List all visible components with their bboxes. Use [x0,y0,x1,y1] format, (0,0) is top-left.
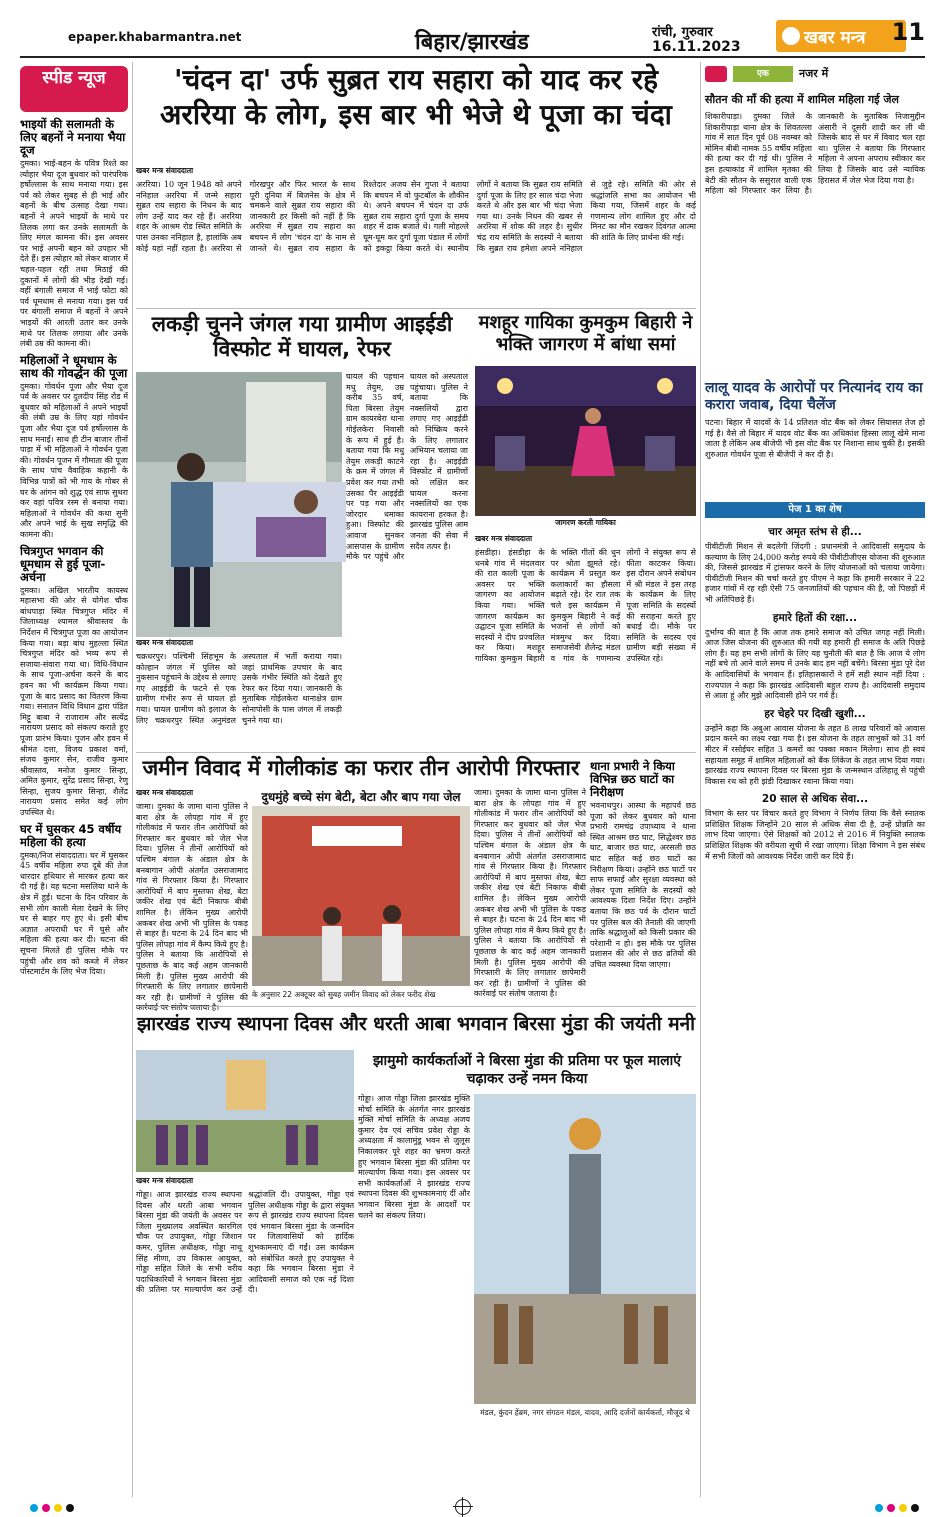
left-story-3-text: दुमका। अखिल भारतीय कायस्थ महासभा की ओर से योगेश चौक बांधपाड़ा स्थित चित्रगुप्त मंदिर में जिलाध्यक्ष श्यामल श्रीवास्तव के निर्देशन में चित्रगुप्त पूजा का आयोजन किया गया। बड़ा बांध मुहल्ला स्थित चित्रगुप्त मंदिर को भव्य रूप से सजाया-संवारा गया था। विधि-विधान के साथ पूजा-अर्चना करने के बाद हवन का भी कार्यक्रम किया गया। पूजा के बाद प्रसाद का वितरण किया गया। सनातन विधि विधान द्वारा पंडित मिट्टू बाबा ने राजाराम और सत्येंद्र नारायण प्रसाद को संकल्प कराते हुए पूजा प्रारंभ किया। पूजन और हवन में श्रीमंत दत्ता, विजय प्रकाश वर्मा, संजय कुमार सेन, राजीव कुमार श्रीवास्तव, मनोज कुमार सिन्हा, अमित कुमार, सुरेंद्र प्रसाद सिन्हा, रेणु सिन्हा, सुजय कुमार सिन्हा, शैलेंद्र नारायण प्रसाद समेत कई लोग उपस्थित थे। [20,585,128,818]
right-story-1-text: शिकारीपाड़ा। दुमका जिले के शिकारीपाड़ा थाना क्षेत्र के शिवतल्ला गांव में सात दिन पूर्व 08 नवम्बर को मोमिन बीबी नामक 55 वर्षीय महिला की हत्या कर दी गई थी। पुलिस ने इस हत्याकांड में शामिल मृतका की बेटी की सौतन के ससुराल वाली एक महिला को गिरफ्तार कर लिया है। जानकारी के मुताबिक निजामुद्दीन अंसारी ने दूसरी शादी कर ली थी जिसके बाद से घर में विवाद चल रहा था। पुलिस ने बताया कि गिरफ्तार महिला ने अपना अपराध स्वीकार कर लिया है जिसके बाद उसे न्यायिक हिरासत में जेल भेज दिया गया है। [705,112,925,196]
continued-stories [705,520,925,1498]
divider [136,1006,696,1007]
hospital-photo [136,372,342,637]
left-story-2-headline[interactable]: महिलाओं ने धूमधाम के साथ की गोवर्द्धन की पूजा [20,352,128,380]
left-column [20,114,128,1499]
cont-sub-3: हर चेहरे पर दिखी खुशी... [764,707,866,720]
story-ied-headline[interactable]: लकड़ी चुनने जंगल गया ग्रामीण आइईडी विस्फोट में घायल, रेफर [151,312,453,361]
cont-text-1: पीवीटीजी मिशन से बदलेगी जिंदगी : प्रधानमंत्री ने आदिवासी समुदाय के कल्याण के लिए 24,000 करोड़ रुपये की पीवीटीजीएस योजना की शुरुआत की, जिससे झारखंड में ट्रांसफर करने के लिए योजनाओं को चलाया जायेगा। पीवीटीजी मिशन की चर्चा करते हुए पीएम ने कहा कि हमारी सरकार ने 22 हजार गांवों में रह रही ऐसी 75 जनजातियों की पहचान की है, जो पिछड़ों में भी अतिपिछड़े हैं। [705,542,925,604]
brand-logo [776,20,906,52]
singer-photo [475,366,696,516]
cyan-mark-icon [30,1504,38,1512]
black-mark-icon [911,1504,919,1512]
birsa-story-1 [136,1176,354,1498]
ek-nazar-tag [705,66,925,82]
cont-text-3: उन्होंने कहा कि अबुआ आवास योजना के तहत 8 लाख परिवारों को आवास प्रदान करने का लक्ष्य रखा गया है। इस योजना के तहत लाभुकों को 31 वर्ग मीटर में रसोईघर सहित 3 कमरों का पक्का मकान मिलेगा। साथ ही स्वयं सहायता समूह में शामिल महिलाओं को बैंक लिंकेज के तहत लाभ दिया गया। झारखंड राज्य स्थापना दिवस पर बिरसा मुंडा के जन्मस्थान उलिहातू से पहुंची विकास रथ को हरी झंडी दिखाकर रवाना किया गया। [705,723,925,786]
collectorate-photo [136,1050,354,1172]
tag-nazar: नजर में [799,67,829,80]
cont-sub-1: चार अमृत स्तंभ से ही... [768,526,862,538]
right-story-2-headline[interactable]: लालू यादव के आरोपों पर नित्यानंद राय का करारा जवाब, दिया चैलेंज [705,380,923,413]
yellow-mark-icon [899,1504,907,1512]
lead-headline[interactable]: 'चंदन दा' उर्फ सुब्रत राय सहारा को याद कर रहे अररिया के लोग, इस बार भी भेजे थे पूजा का चंदा [160,63,672,131]
singer-photo-image [475,366,696,516]
birsa-text-1: गोड्डा। आज झारखंड राज्य स्थापना दिवस और धरती आबा भगवान बिरसा मुंडा की जयंती के अवसर पर जिला मुख्यालय अवस्थित कारगिल चौक पर उपायुक्त, गोड्डा जिशान कमर, पुलिस अधीक्षक, गोड्डा नाथू सिंह मीणा, उप विकास आयुक्त, गोड्डा सहित जिले के सभी वरीय पदाधिकारियों ने भगवान बिरसा मुंडा की प्रतिमा पर माल्यार्पण कर उन्हें श्रद्धांजलि दी। उपायुक्त, गोड्डा एवं पुलिस अधीक्षक गोड्डा के द्वारा संयुक्त रूप से झारखंड राज्य स्थापना दिवस एवं भगवान बिरसा मुंडा के जन्मदिन पर जिलावासियों को हार्दिक शुभकामनाएं दी गईं। उस कार्यक्रम को संबोधित करते हुए उपायुक्त ने कहा कि भगवान बिरसा मुंडा ने आदिवासी समाज को एक नई दिशा दी। [136,1190,354,1295]
right-story-2-text: पटना। बिहार में यादवों के 14 प्रतिशत वोट बैंक को लेकर सियासत तेज हो गई है। वैसे तो बिहार में यादव वोट बैंक का अधिकांश हिस्सा लालू खेमे माना जाता है लेकिन अब बीजेपी भी इस वोट बैंक पर निशाना साध चुकी है। इसकी शुरुआत गोवर्धन पूजा से बीजेपी ने कर दी है। [705,418,925,459]
divider [136,308,696,309]
birsa-subheadline[interactable]: झामुमो कार्यकर्ताओं ने बिरसा मुंडा की प्रतिमा पर फूल मालाएं चढ़ाकर उन्हें नमन किया [372,1053,682,1087]
brand-name: खबर मन्त्र [804,28,866,48]
story-ied-left [136,638,342,748]
birsa-text-2: गोड्डा। आज गोड्डा जिला झारखंड मुक्ति मोर्चा समिति के अंतर्गत नगर झारखंड मुक्ति मोर्चा समिति के अध्यक्ष अजय कुमार देव एवं सचिव प्रवेश रोड्डा के अध्यक्षता में कालामुंडू भवन से जुलूस निकालकर पूरे शहर का भ्रमण करते हुए भगवान बिरसा मुंडा की प्रतिमा पर माल्यार्पण किया गया। इस अवसर पर सभी कार्यकर्ताओं ने झारखंड राज्य स्थापना दिवस की शुभकामनाएं दीं और भगवान बिरसा मुंडा के आदर्शों पर चलने का संकल्प लिया। [358,1094,470,1220]
story-singer-headline[interactable]: मशहूर गायिका कुमकुम बिहारी ने भक्ति जागरण में बांधा समां [478,312,693,355]
page-number: 11 [891,18,925,46]
brand-mark-icon [782,27,800,45]
lead-story [136,166,696,306]
yellow-mark-icon [54,1504,62,1512]
story-shooting-text: जामा। दुमका के जामा थाना पुलिस ने बारा क्षेत्र के लोपहा गांव में हुए गोलीकांड में फरार तीन आरोपियों को गिरफ्तार कर बुधवार को जेल भेज दिया। पुलिस ने तीनों आरोपियों को पश्चिम बंगाल के अंडाल क्षेत्र के बनबागान ओपी अंतर्गत उसराजामाद गांव से गिरफ्तार किया है। गिरफ्तार आरोपियों में बाप मुस्तफा शेख, बेटा जकीर शेख एवं बेटी निकाफ बीबी शामिल है। लेकिन मुख्य आरोपी अकबर शेख अभी भी पुलिस के पकड़ से बाहर है। घटना के 24 दिन बाद भी पुलिस लोपहा गांव में कैम्प किये हुए है। पुलिस ने बताया कि आरोपियों से पूछताछ के बाद कई अहम जानकारी मिली है। पुलिस मुख्य आरोपी की गिरफ्तारी के लिए लगातार छापेमारी कर रही है। ग्रामीणों ने पुलिस की कार्रवाई पर संतोष जताया है। [136,802,248,1013]
magenta-mark-icon [887,1504,895,1512]
column-divider [700,62,701,1497]
tag-ek: एक [733,66,793,82]
issue-date: 16.11.2023 [652,39,741,55]
story-shooting-byline: खबर मन्त्र संवाददाता [136,788,194,797]
right-story-1-headline[interactable]: सौतन की माँ की हत्या में शामिल महिला गई जेल [705,93,899,106]
left-story-4-text: दुमका/निज संवाददाता। घर में घुसकर 45 वर्षीय महिला रुपा दूबे की तेज धारदार हथियार से मारकर हत्या कर दी गई है। यह घटना मसलिया थाने के क्षेत्र में हुई। घटना के दिन परिवार के सभी लोग काली मेला देखने के लिए घर से बाहर गए हुए थे। इसी बीच अज्ञात अपराधी घर में घुसे और महिला की हत्या कर दी। घटना की सूचना मिलते ही पुलिस मौके पर पहुंची और शव को कब्जे में लेकर पोस्टमार्टम के लिए भेज दिया। [20,850,128,977]
story-ied-text-2: घायल की पहचान मधु तेयुम, उम्र करीब 35 वर्ष, पिता बिरसा तेयुम ग्राम कायरबेरा थाना गोईलकेरा निवासी के रूप में हुई है। बताया गया कि मधु तेयुम लकड़ी काटने के क्रम में जंगल में प्रवेश कर गया तभी उसका पैर आइईडी पर पड़ गया और जोरदार धमाका हुआ। विस्फोट की आवाज सुनकर आसपास के ग्रामीण मौके पर पहुंचे और घायल को अस्पताल पहुंचाया। पुलिस ने बताया कि नक्सलियों द्वारा लगाए गए आइईडी को निष्क्रिय करने के लिए लगातार अभियान चलाया जा रहा है। आइईडी विस्फोट में ग्रामीणों को लक्षित कर घायल करना नक्सलियों का एक कायराना हरकत है। झारखंड पुलिस आम जनता की सेवा में सदैव तत्पर है। [346,372,468,562]
right-story-2 [705,418,925,498]
registration-mark-icon [455,1499,471,1515]
story-ied-text-1: चक्रधरपुर। पश्चिमी सिंहभूम के कोल्हान जंगल में पुलिस को नुकसान पहुंचाने के उद्देश्य से लगाए गए आइईडी के फटने से एक ग्रामीण गंभीर रूप से घायल हो गया। घायल ग्रामीण को इलाज के लिए चक्रधरपुर स्थित अनुमंडल अस्पताल में भर्ती कराया गया। जहां प्राथमिक उपचार के बाद उसके गंभीर स्थिति को देखते हुए रेफर कर दिया गया। जानकारी के मुताबिक गोईलकेरा थानाक्षेत्र ग्राम सोनापोसी के पास जंगल में लकड़ी चुनने गया था। [136,652,342,725]
story-singer [475,534,696,750]
left-story-1-text: दुमका। भाई-बहन के पवित्र रिश्ते का त्योहार भैया दूज बुधवार को पारंपरिक हर्षोल्लास के साथ मनाया गया। इस पर्व को लेकर सुबह से ही भाई और बहनों के बीच उत्साह देखा गया। बहनों ने अपने भाइयों के माथे पर तिलक लगा कर उनके सलामती के लिए मंगल कामना की। इस अवसर पर भाई अपनी बहन को उपहार भी देते हैं। इस त्योहार को लेकर बाजार में चहल-पहल रही तथा मिठाई की दुकानों में लोगों की भीड़ देखी गई। वहीं बंगाली समाज में भाई फोटा को पर्व धूमधाम से मनाया गया। इस पर्व पर बंगाली समाज में बहनों ने अपने भाइयों की आरती उतार कर उनके माथे पर तिलक लगाया और उनके लंबी उम्र की कामना की। [20,159,128,349]
continued-label: पेज 1 का शेष [705,502,925,518]
birsa-story-2 [358,1094,470,1498]
left-story-3-headline[interactable]: चित्रगुप्त भगवान की धूमधाम से हुई पूजा-अर्चना [20,543,106,584]
cyan-mark-icon [875,1504,883,1512]
lead-text: अररिया। 10 जून 1948 को अपने ननिहाल अररिया में जन्मे सहारा सुब्रत राय सहारा के निधन के बाद लोग उन्हें याद कर रहे हैं। अररिया शहर के आश्रम रोड स्थित समिति के पास उनका ननिहाल है, हालांकि अब कोई यहां नहीं रहता है। अररिया से गोरखपुर और फिर भारत के साथ पूरी दुनिया में बिजनेस के क्षेत्र में चमकने वाले सुब्रत राय सहारा की जानकारी हर किसी को नहीं है कि अररिया में सुब्रत राय सहारा का बचपन में लोग 'चंदन दा' के नाम से जानते थे। सुब्रत राय सहारा के रिश्तेदार अजय सेन गुप्ता ने बताया कि बचपन में वो फुटबॉल के शौकीन थे। अपने बचपन में चंदन दा उर्फ सुब्रत राय सहारा दुर्गा पूजा के समय शहर में ढाक बजाते थे। गली मोहल्ले घूम-घूम कर दुर्गा पूजा पंडाल में लोगों को इकट्ठा किया करते थे। स्थानीय लोगों ने बताया कि सुब्रत राय समिति दुर्गा पूजा के लिए हर साल चंदा भेजा करते थे और इस बार भी चंदा भेजा गया था। उनके निधन की खबर से अररिया में शोक की लहर है। सुधीर चंद्र राय समिति के सदस्यों ने बताया कि सुब्रत राय हमेशा अपने ननिहाल से जुड़े रहे। समिति की ओर से श्रद्धांजलि सभा का आयोजन भी किया गया, जिसमें शहर के कई गणमान्य लोग शामिल हुए और दो मिनट का मौन रखकर दिवंगत आत्मा की शांति के लिए प्रार्थना की गई। [136,180,696,253]
birsa-headline[interactable]: झारखंड राज्य स्थापना दिवस और धरती आबा भगवान बिरसा मुंडा की जयंती मनी [136,1013,696,1035]
left-story-1-headline[interactable]: भाइयों की सलामती के लिए बहनों ने मनाया भैया दूज [20,117,126,157]
lead-byline: खबर मन्त्र संवाददाता [136,166,194,175]
story-shooting-text-cont: जामा। दुमका के जामा थाना पुलिस ने बारा क्षेत्र के लोपहा गांव में हुए गोलीकांड में फरार तीन आरोपियों को गिरफ्तार कर बुधवार को जेल भेज दिया। पुलिस ने तीनों आरोपियों को पश्चिम बंगाल के अंडाल क्षेत्र के बनबागान ओपी अंतर्गत उसराजामाद गांव से गिरफ्तार किया है। गिरफ्तार आरोपियों में बाप मुस्तफा शेख, बेटा जकीर शेख एवं बेटी निकाफ बीबी शामिल है। लेकिन मुख्य आरोपी अकबर शेख अभी भी पुलिस के पकड़ से बाहर है। घटना के 24 दिन बाद भी पुलिस लोपहा गांव में कैम्प किये हुए है। पुलिस ने बताया कि आरोपियों से पूछताछ के बाद कई अहम जानकारी मिली है। पुलिस मुख्य आरोपी की गिरफ्तारी के लिए लगातार छापेमारी कर रही है। ग्रामीणों ने पुलिस की कार्रवाई पर संतोष जताया है। [474,788,586,999]
cont-text-2: दुर्भाग्य की बात है कि आज तक हमारे समाज को उचित जगह नहीं मिली। आज जिस योजना की शुरुआत की गयी वह हमारी ही समाज के अति पिछड़े लोग हैं। यह हम सभी लोगों के लिए यह चुनौती की बात है कि आज ये लोग नहीं बचे तो आने वाले समय में उनके बाद हम नहीं बचेंगे। बिरसा मुंडा पूरे देश के आदिवासियों के भगवान हैं। इतिहासकारों ने हमें सही स्थान नहीं दिया : राज्यपाल ने कहा कि झारखंड आदिवासी बहुल राज्य है। आदिवासी समुदाय से आता हूं और मुझे आदिवासी होने पर गर्व है। [705,627,925,701]
story-singer-byline: खबर मन्त्र संवाददाता [475,534,533,543]
story-chhath-headline[interactable]: थाना प्रभारी ने किया विभिन्न छठ घाटों का निरीक्षण [590,759,675,799]
story-shooting-headline[interactable]: जमीन विवाद में गोलीकांड का फरार तीन आरोपी गिरफ्तार [142,756,580,780]
story-ied-byline: खबर मन्त्र संवाददाता [136,638,194,647]
column-divider [132,62,133,1497]
story-shooting-left [136,788,248,1013]
magenta-mark-icon [42,1504,50,1512]
tag-pill-icon [705,66,727,82]
collectorate-photo-image [136,1050,354,1172]
birsa-byline: खबर मन्त्र संवाददाता [136,1176,194,1185]
left-story-2-text: दुमका। गोवर्धन पूजा और भैया दूज पर्व के अवसर पर दुलदीप सिंह रोड में बुधवार को महिलाओं ने अपने भाइयों की लंबी उम्र के लिए यहां गोवर्धन पूजा और भैया दूज पर्व हर्षोल्लास के साथ मनाई। साथ ही टीन बाजार तीनों पाड़ा में भी महिलाओं ने गोवर्धन पूजा की। गोवर्धन पूजन में गौमाता की पूजा के साथ पांच वैवाहिक कहानी के विभिन्न पात्रों को भी गाय के गोबर से घर के आंगन को शुद्ध एवं साफ सुथरा कर वहां पवित्र रस्म से बनाया गया। महिलाओं ने गोवर्धन की कथा सुनी और अपने भाई के सुख समृद्धि की कामना की। [20,381,128,539]
divider [136,752,696,753]
police-photo-caption: के अनुसार 22 अक्टूबर को सुबह जमीन विवाद को लेकर फरीद शेख [252,990,436,999]
city-day: रांची, गुरुवार [652,25,713,40]
section-title: बिहार/झारखंड [415,30,529,55]
statue-photo [474,1094,696,1404]
story-shooting-subhead: दुधमुंहे बच्चे संग बेटी, बेटा और बाप गया जेल [261,790,461,804]
masthead-rule [20,56,925,58]
singer-photo-caption: जागरण करती गायिका [555,518,616,527]
hospital-photo-image [136,372,342,637]
story-shooting-right [474,788,586,1000]
story-chhath [590,760,696,1000]
site-url[interactable]: epaper.khabarmantra.net [68,30,242,44]
police-station-photo-image [252,806,470,986]
cont-sub-4: 20 साल से अधिक सेवा... [761,793,869,806]
story-singer-text: हंसडीहा। हंसडीहा के धनबे गांव में मंदलवार की रात काली पूजा के अवसर पर भक्ति जागरण का आयोजन किया गया। भक्ति जागरण कार्यक्रम का उद्घाटन पूजा समिति के सदस्यों ने दीप प्रज्वलित कर किया। मशहूर गायिका कुमकुम बिहारी के भक्ति गीतों की धुन पर श्रोता झूमते रहे। कार्यक्रम में प्रस्तुत कर कलाकारों का हौसला बढ़ाते रहे। देर रात तक चले इस कार्यक्रम में कुमकुम बिहारी ने कई भजनों से लोगों को मंत्रमुग्ध कर दिया। समाजसेवी शैलेन्द्र मंडल व गांव के गणमान्य लोगों ने संयुक्त रूप से फीता काटकर किया। इस दौरान अपने संबोधन में श्री मंडल ने इस तरह के कार्यक्रम के लिए पूजा समिति के सदस्यों की सराहना करते हुए बधाई दी। मौके पर समिति के सदस्य एवं ग्रामीण बड़ी संख्या में उपस्थित रहे। [475,548,696,663]
cont-text-4: विभाग के स्तर पर विचार करते हुए विभाग ने निर्णय लिया कि वैसे स्नातक प्रशिक्षित शिक्षक जिन्होंने 20 साल से अधिक सेवा दी है, उन्हें प्रोन्नति का लाभ दिया जाएगा। ऐसे शिक्षकों को 2012 से 2016 में नियुक्ति स्नातक प्रशिक्षित शिक्षक की वरीयता सूची में रखा जाएगा। शिक्षा विभाग ने इस संबंध में सभी जिलों को आवश्यक निर्देश जारी कर दिये हैं। [705,809,925,861]
speed-news-label: स्पीड न्यूज [20,66,128,112]
cont-sub-2: हमारे हितों की रक्षा... [772,611,858,624]
statue-photo-caption: मंडल, कुंदन हेंब्रम, नगर संगठन मंडल, यादव, आदि दर्जनों कार्यकर्ता, मौजूद थे [480,1408,690,1417]
left-story-4-headline[interactable]: घर में घुसकर 45 वर्षीय महिला की हत्या [20,821,122,849]
police-station-photo [252,806,470,986]
story-ied-right [346,372,468,748]
statue-photo-image [474,1094,696,1404]
story-chhath-text: भवनाथपुर। आस्था के महापर्व छठ पूजा को लेकर बुधवार को थाना प्रभारी रामचंद्र उपाध्याय ने थाना स्थित आश्रम छठ घाट, सिद्धेश्वर छठ घाट, बाजार छठ घाट, अरसली छठ घाट सहित कई छठ घाटों का निरीक्षण किया। उन्होंने छठ घाटों पर साफ सफाई और सुरक्षा व्यवस्था को लेकर पूजा समिति के सदस्यों को आवश्यक दिशा निर्देश दिए। उन्होंने बताया कि छठ पर्व के दौरान घाटों पर पुलिस बल की तैनाती की जाएगी ताकि श्रद्धालुओं को किसी प्रकार की परेशानी न हो। इस मौके पर पुलिस प्रशासन की ओर से छठ व्रतियों की उचित व्यवस्था दिया जाएगा। [590,801,696,969]
right-story-1 [705,112,925,374]
black-mark-icon [66,1504,74,1512]
masthead [20,12,925,54]
